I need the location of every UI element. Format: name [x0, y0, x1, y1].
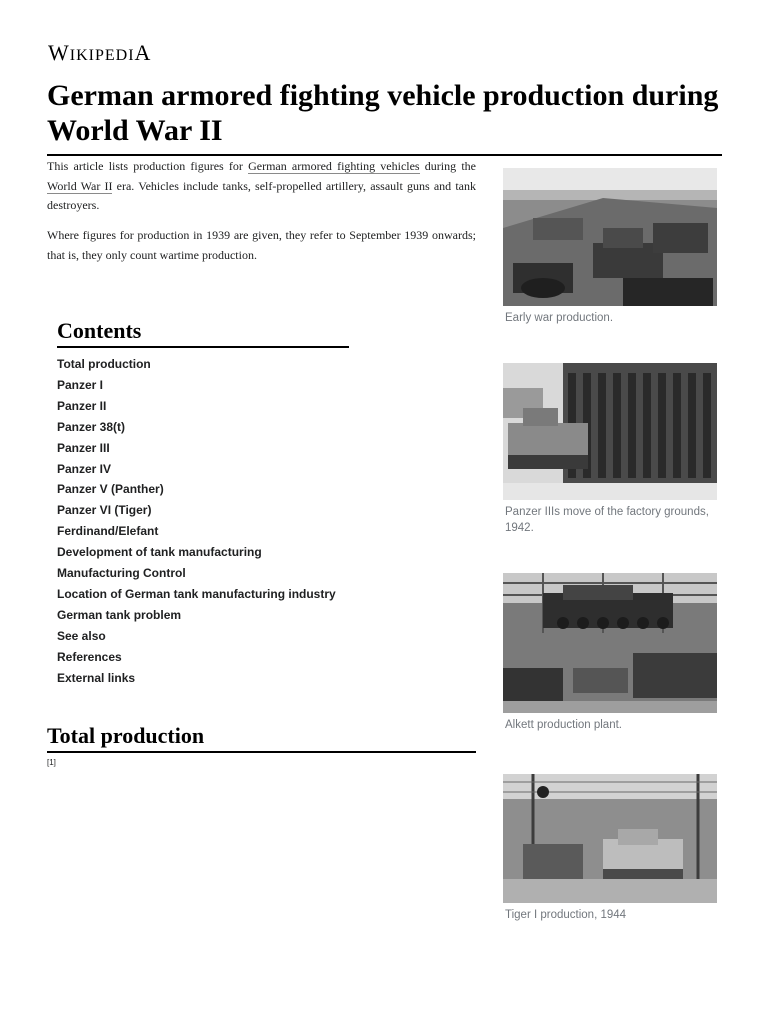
caption-tiger-i-production: Tiger I production, 1944 [505, 909, 627, 921]
toc-item-panzer-i[interactable]: Panzer I [57, 377, 104, 392]
caption-alkett-plant: Alkett production plant. [505, 719, 622, 731]
table-of-contents [57, 317, 377, 689]
toc-item-panzer-iii[interactable]: Panzer III [57, 440, 110, 455]
caption-panzer-iiis: Panzer IIIs move of the factory grounds, 1942. [505, 506, 709, 534]
intro-text-2: during the [419, 159, 476, 173]
toc-item-development[interactable]: Development of tank manufacturing [57, 545, 262, 560]
figure-alkett-plant [503, 573, 717, 733]
toc-item-location[interactable]: Location of German tank manufacturing industry [57, 586, 336, 601]
toc-item-panzer-ii[interactable]: Panzer II [57, 398, 107, 413]
figure-tiger-i-production [503, 774, 717, 923]
caption-early-war-production: Early war production. [505, 312, 614, 324]
wikipedia-wordmark[interactable]: WIKIPEDIA [48, 40, 152, 65]
toc-list [57, 354, 377, 689]
toc-item-references[interactable]: References [57, 649, 122, 664]
toc-item-manufacturing-control[interactable]: Manufacturing Control [57, 566, 186, 581]
toc-item-total-production[interactable]: Total production [57, 357, 151, 371]
section-heading-total-production: Total production [47, 722, 476, 753]
photo-alkett-plant[interactable] [503, 573, 717, 713]
intro-paragraph [47, 157, 476, 216]
toc-item-panzer-38t[interactable]: Panzer 38(t) [57, 419, 126, 434]
page-title: German armored fighting vehicle production during World War II [47, 78, 722, 156]
toc-heading: Contents [57, 317, 349, 348]
toc-item-ferdinand[interactable]: Ferdinand/Elefant [57, 524, 159, 539]
photo-tiger-i-production[interactable] [503, 774, 717, 903]
toc-item-see-also[interactable]: See also [57, 628, 106, 643]
second-paragraph: Where figures for production in 1939 are given, they refer to September 1939 onwards; that is, they only count wartime production. [47, 228, 476, 262]
toc-item-panzer-v[interactable]: Panzer V (Panther) [57, 482, 164, 497]
reference-link[interactable]: [1] [47, 758, 56, 767]
figure-panzer-iiis [503, 363, 717, 536]
toc-item-panzer-iv[interactable]: Panzer IV [57, 461, 112, 476]
figure-early-war-production [503, 168, 717, 326]
intro-text-1: This article lists production figures for [47, 159, 249, 173]
photo-panzer-iiis[interactable] [503, 363, 717, 500]
link-german-armored-fighting-vehicles[interactable]: German armored fighting vehicles [248, 159, 420, 173]
toc-item-german-tank-problem[interactable]: German tank problem [57, 607, 182, 622]
toc-item-panzer-vi[interactable]: Panzer VI (Tiger) [57, 503, 152, 518]
link-world-war-ii[interactable]: World War II [47, 178, 113, 193]
toc-item-external-links[interactable]: External links [57, 670, 136, 685]
intro-text-3: era. Vehicles include tanks, self-propelled artillery, assault guns and tank destroyers. [47, 178, 476, 212]
photo-early-war-production[interactable] [503, 168, 717, 306]
